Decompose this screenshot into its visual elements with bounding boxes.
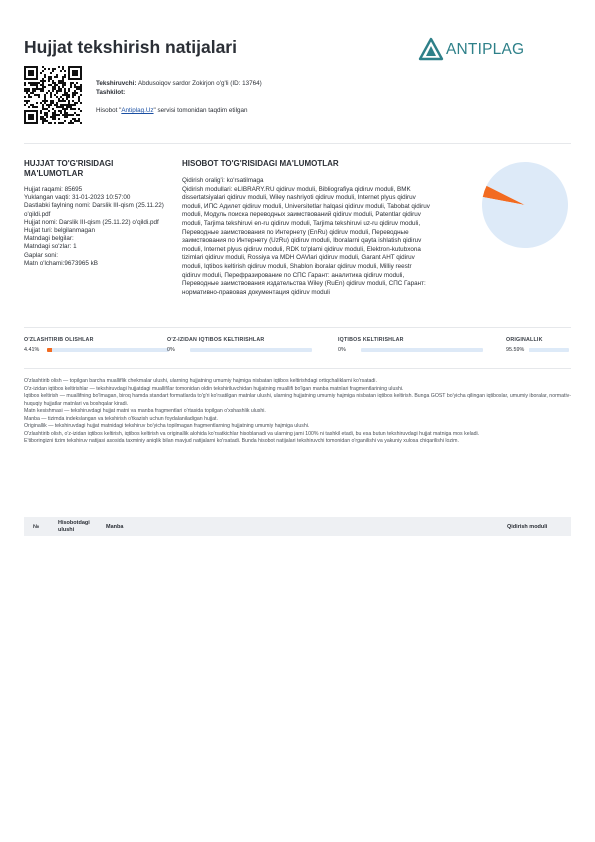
legend-line: Iqtibos keltirish — muallifning bo'lmagan, biroq hamda standart formatlarda to'g'ri ko'rsatilgan matnlar ulushi, ularning hujjatning umumiy hajmiga nisbatan iqtibos keltirish. Bunga GOST bo'yicha qilingan iqtiboslar, umumiy iboralar, normativ-huquqiy hujjatlar matnlari va boshqalar kiradi. (24, 393, 571, 407)
definitions-legend (24, 378, 572, 446)
legend-line: Manba — tizimda indekslangan va tekshirish o'tkazish uchun foydalaniladigan hujjat. (24, 415, 218, 422)
stat-progress-bar (529, 348, 569, 352)
sources-table-header (24, 517, 571, 536)
document-info-line: Matndagi so'zlar: 1 (24, 243, 77, 251)
checker-value: Abdusoiqov sardor Zokirjon o'g'li (ID: 13764) (137, 80, 262, 87)
column-search-module: Qidirish moduli (507, 524, 548, 530)
pie-slice (482, 162, 568, 248)
report-source: Hisobot "Antiplag.Uz" servisi tomonidan taqdim etilgan (96, 107, 248, 114)
antiplag-logo[interactable] (418, 35, 572, 65)
document-info-line: Matndagi belgilar: (24, 235, 74, 243)
stat-value: 95.59% (506, 347, 525, 353)
legend-line: Originallik — tekshiruvdagi hujjat matnidagi tekshiruv bo'yicha topilmagan fragmentlarning hujjatning umumiy hajmiga ulushi. (24, 423, 310, 429)
stat-progress-fill (529, 348, 567, 352)
report-info-body (182, 177, 430, 297)
stat-progress-fill (47, 348, 52, 352)
stat-item (24, 337, 174, 353)
stat-value: 4.41% (24, 347, 40, 353)
search-range: Qidirish oralig'i: ko'rsatilmaga (182, 177, 264, 184)
document-info-list (24, 186, 164, 268)
page-title: Hujjat tekshirish natijalari (24, 37, 237, 57)
stat-progress-bar (190, 348, 312, 352)
stat-value: 0% (167, 347, 175, 353)
document-info-line: Hujjat nomi: Darslik III-qism (25.11.22) o'qildi.pdf (24, 218, 159, 226)
stat-label: O'ZLASHTIRIB OLISHLAR (24, 337, 94, 343)
brand-name: ANTIPLAG (446, 41, 525, 58)
stat-label: IQTIBOS KELTIRISHLAR (338, 337, 404, 343)
stat-item (506, 337, 572, 353)
antiplag-link[interactable]: Antiplag.Uz (121, 107, 154, 114)
checker-label: Tekshiruvchi: (96, 80, 137, 87)
document-info-line: Hujjat raqami: 85695 (24, 186, 83, 193)
document-info-line: Matn o'lchami:9673965 kB (24, 259, 99, 267)
column-number: № (33, 524, 40, 530)
document-info-line: Yuklangan vaqti: 31-01-2023 10:57:00 (24, 194, 131, 202)
document-info-line: Hujjat turi: belgilanmagan (24, 227, 96, 235)
organization-label: Tashkilot: (96, 89, 126, 96)
stat-item (167, 337, 317, 353)
stat-progress-bar (47, 348, 169, 352)
document-info-heading: HUJJAT TO'G'RISIDAGI MA'LUMOTLAR (24, 159, 114, 178)
legend-divider (24, 368, 571, 369)
column-source: Manba (106, 524, 124, 530)
column-share: Hisobotdagi ulushi (58, 520, 90, 533)
stat-item (338, 337, 488, 353)
checker-block (96, 79, 262, 115)
stat-label: ORIGINALLIK (506, 337, 543, 343)
stat-label: O'Z-IZIDAN IQTIBOS KELTIRISHLAR (167, 337, 265, 343)
stat-progress-bar (361, 348, 483, 352)
legend-line: E'tiboringizni tizim tekshiruv natijasi asosida taxminiy aniqlik bilan mavjud natijalarni ko'rsatadi. Bunda hisobot natijalari tekshiruvchi tomonidan o'rganilishi va yakuniy xulosa chiqarilishi lozim. (24, 438, 459, 444)
legend-line: O'zlashtirib olish — topilgan barcha mualliflik chekmalar ulushi, ularning hujjatning umumiy hajmiga nisbatan iqtibos keltirishdagi ortiqchaliklarni ko'rsatadi. (24, 378, 377, 384)
report-info-heading: HISOBOT TO'G'RISIDAGI MA'LUMOTLAR (182, 159, 339, 168)
header-divider (24, 143, 571, 144)
legend-line: O'zlashtirib olish, o'z-izidan iqtibos keltirish, iqtibos keltirish va originallik alohida ko'rsatkichlar hisoblanadi va ularning jami 100% ni tashkil etadi, bu esa butun tekshiruvdagi hujjat matniga mos keladi. (24, 430, 480, 437)
antiplag-logo-icon (418, 37, 444, 63)
document-info-line: Gaplar soni: (24, 251, 58, 259)
originality-pie-chart (480, 160, 570, 250)
stats-divider (24, 327, 571, 328)
legend-line: O'z-izidan iqtibos keltirishlar — tekshiruvdagi hujjatdagi muallif/lar tomonidan oldin tekshiriluvchidan hujjatning muallifi bo'lgan manba matnlari fragmentlarining ulushi. (24, 385, 404, 392)
document-info-line: Dastlabki faylning nomi: Darslik III-qism (25.11.22) o'qildi.pdf (24, 202, 164, 218)
stat-value: 0% (338, 347, 346, 353)
qr-code-icon (24, 66, 82, 124)
search-modules: Qidirish modullari: eLIBRARY.RU qidiruv moduli, Bibliografiya qidiruv moduli, BMK dissertatsiyalari qidiruv moduli, Wiley nashriyoti qidiruv moduli, Internet plyus qidiruv moduli, ИПС Адилет qidiruv moduli, Universitetlar halqasi qidiruv moduli, Tabobat qidiruv moduli, Модуль поиска переводных заимствований qidiruv moduli, Patentlar qidiruv moduli, Tarjima tekshiruvi en-ru qidiruv moduli, Tarjima tekshiruvi uz-ru qidiruv moduli, Переводные заимствования по Интернету (EnRu) qidiruv moduli, Переводные заимствования по Интернету (UzRu) qidiruv moduli, Iboralarni qayta ishlatish qidiruv moduli, Internet plyus qidiruv moduli, RDK to'plami qidiruv moduli, Elektron-kutubxona tizimlari qidiruv moduli, Rossiya va MDH OAVlari qidiruv moduli, Garant AHT qidiruv moduli, Iqtibos keltirish qidiruv moduli, Shablon iboralar qidiruv moduli, Milliy reestr qidiruv moduli, Перефразирование по СПС Гарант: аналитика qidiruv moduli, Переводные заимствования издательства Wiley (RuEn) qidiruv moduli, СПС Гарант: нормативно-правовая документация qidiruv moduli (182, 185, 430, 296)
legend-line: Matn kesishmasi — tekshiruvdagi hujjat matni va manba fragmentlari o'rtasida topilgan o'xshashlik ulushi. (24, 408, 266, 414)
